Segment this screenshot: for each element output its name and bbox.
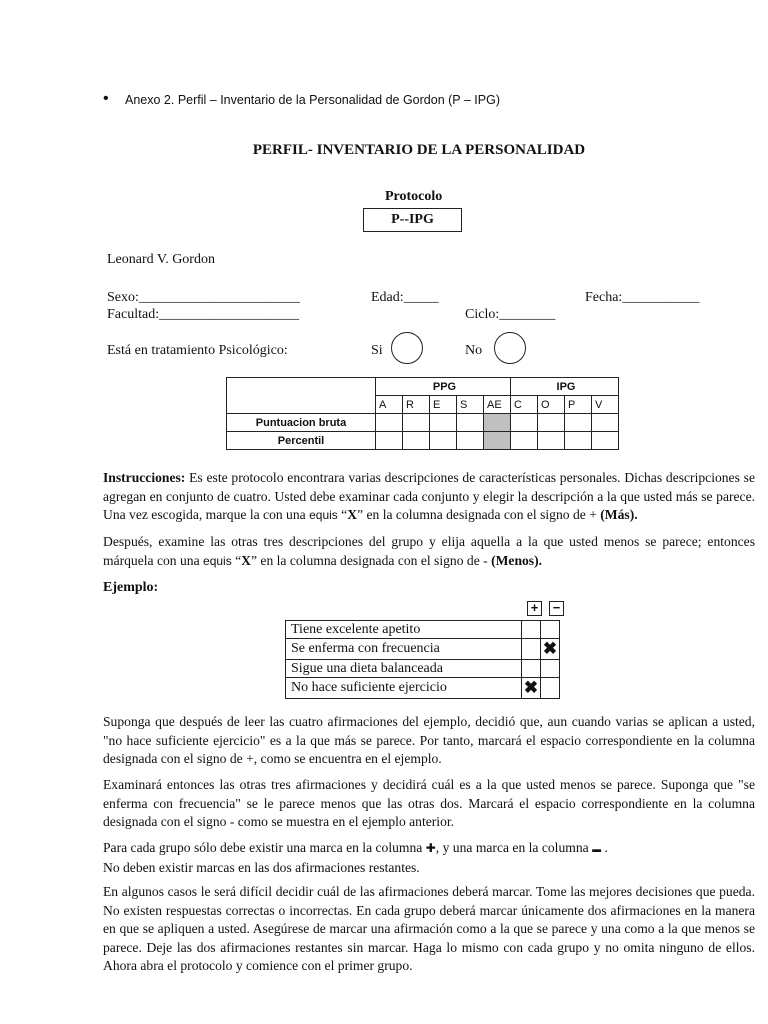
- score-cell[interactable]: [457, 432, 484, 450]
- equis-word: equis: [309, 508, 338, 522]
- minus-column-icon: −: [549, 601, 564, 616]
- edad-field[interactable]: Edad:_____: [371, 290, 439, 305]
- row-percentil: Percentil: [227, 432, 376, 450]
- instructions-paragraph: [103, 469, 755, 525]
- plus-cell-marked[interactable]: ✖: [522, 678, 541, 699]
- instructions-text: Es este protocolo encontrara varias descripciones de características personales. Dichas descripciones se agregan en conjunto de cuatro. Usted debe examinar cada conjunto y elegir la descripción a la que usted más se parece. Una vez escogida, marque la con una: [103, 470, 755, 522]
- score-cell[interactable]: [565, 414, 592, 432]
- page-title: PERFIL- INVENTARIO DE LA PERSONALIDAD: [252, 142, 586, 158]
- score-cell[interactable]: [376, 414, 403, 432]
- instructions-text-2: ” en la columna designada con el signo de +: [357, 507, 601, 522]
- author: Leonard V. Gordon: [107, 252, 215, 267]
- row-puntuacion-bruta: Puntuacion bruta: [227, 414, 376, 432]
- paragraph-6: En algunos casos le será difícil decidir cuál de las afirmaciones deberá marcar. Tome las mejores decisiones que pueda. No existen respuestas correctas o incorrectas. En cada grupo deberá marcar únicamente dos afirmaciones en la manera en que se apliquen a usted. Asegúrese de marcar una afirmación como a la que se parece y una como a la que menos se parece. Deje las dos afirmaciones restantes sin marcar. Haga lo mismo con cada grupo y no omita ninguno de ellos. Ahora abra el protocolo y comience con el primer grupo.: [103, 884, 755, 973]
- paragraph-3: Suponga que después de leer las cuatro afirmaciones del ejemplo, decidió que, aun cuando varias se aplican a usted, "no hace suficiente ejercicio" es a la que más se parece. Por tanto, marcará el espacio correspondiente en la columna designada con el signo de +, como se encuentra en el ejemplo.: [103, 714, 755, 766]
- plus-cell[interactable]: [522, 660, 541, 678]
- example-item: Tiene excelente apetito: [286, 621, 522, 639]
- quote-open: “: [231, 552, 242, 568]
- sexo-field[interactable]: Sexo:_______________________: [107, 290, 300, 305]
- group-ipg: IPG: [511, 378, 619, 396]
- col-header: P: [565, 396, 592, 414]
- x-letter: X: [347, 507, 358, 522]
- score-cell[interactable]: [592, 414, 619, 432]
- col-header: E: [430, 396, 457, 414]
- score-cell[interactable]: [457, 414, 484, 432]
- score-cell[interactable]: [565, 432, 592, 450]
- p5-text-3: .: [601, 840, 608, 855]
- menos-label: (Menos).: [491, 552, 543, 568]
- score-cell[interactable]: [538, 432, 565, 450]
- minus-sign-icon: ▬: [592, 844, 602, 854]
- col-header: A: [376, 396, 403, 414]
- ciclo-field[interactable]: Ciclo:________: [465, 307, 556, 322]
- plus-cell[interactable]: [522, 621, 541, 639]
- score-cell-shaded: [484, 414, 511, 432]
- example-item: Sigue una dieta balanceada: [286, 660, 522, 678]
- score-cell[interactable]: [403, 432, 430, 450]
- minus-cell[interactable]: [541, 621, 560, 639]
- annex-text: Anexo 2. Perfil – Inventario de la Personalidad de Gordon (P – IPG): [125, 93, 500, 107]
- score-cell[interactable]: [511, 432, 538, 450]
- protocol-label: Protocolo: [385, 189, 443, 204]
- si-circle[interactable]: [391, 332, 423, 364]
- bullet: •: [103, 90, 109, 107]
- score-cell[interactable]: [592, 432, 619, 450]
- example-label: Ejemplo:: [103, 580, 159, 595]
- score-corner: [227, 378, 376, 414]
- col-header: C: [511, 396, 538, 414]
- equis-word: equis: [203, 553, 232, 568]
- col-header: O: [538, 396, 565, 414]
- protocol-code-box: P--IPG: [363, 208, 462, 232]
- score-cell[interactable]: [511, 414, 538, 432]
- no-circle[interactable]: [494, 332, 526, 364]
- example-item: Se enferma con frecuencia: [286, 639, 522, 660]
- paragraph-4: Examinará entonces las otras tres afirmaciones y decidirá cuál es a la que usted menos se parece. Suponga que "se enferma con frecuencia" se le parece menos que las otras dos. Marcará el espacio correspondiente en la columna designada con el signo - como se muestra en el ejemplo anterior.: [103, 777, 755, 829]
- group-ppg: PPG: [376, 378, 511, 396]
- score-table: [226, 377, 619, 450]
- score-cell[interactable]: [538, 414, 565, 432]
- p5-text-2: , y una marca en la columna: [435, 840, 593, 855]
- plus-cell[interactable]: [522, 639, 541, 660]
- col-header: V: [592, 396, 619, 414]
- instructions-text-3: Después, examine las otras tres descripciones del grupo y elija aquella a la que usted menos se parece; entonces márquela con una: [103, 534, 755, 568]
- col-header: R: [403, 396, 430, 414]
- instructions-label: Instrucciones:: [103, 470, 186, 485]
- plus-column-icon: +: [527, 601, 542, 616]
- score-cell-shaded: [484, 432, 511, 450]
- col-header: AE: [484, 396, 511, 414]
- quote-open: “: [337, 507, 348, 522]
- facultad-field[interactable]: Facultad:____________________: [107, 307, 300, 322]
- paragraph-5: [103, 839, 755, 877]
- mas-label: (Más).: [600, 507, 638, 522]
- minus-cell[interactable]: [541, 678, 560, 699]
- no-label: No: [465, 343, 483, 358]
- p5-text-4: No deben existir marcas en las dos afirmaciones restantes.: [103, 859, 420, 875]
- example-table: [285, 620, 560, 699]
- minus-cell[interactable]: [541, 660, 560, 678]
- fecha-field[interactable]: Fecha:___________: [585, 290, 700, 305]
- col-header: S: [457, 396, 484, 414]
- p5-text: Para cada grupo sólo debe existir una marca en la columna: [103, 840, 426, 855]
- si-label: Si: [371, 343, 383, 358]
- instructions-text-4: ” en la columna designada con el signo de -: [250, 552, 492, 568]
- plus-sign-icon: ✚: [425, 841, 436, 855]
- minus-cell-marked[interactable]: ✖: [541, 639, 560, 660]
- score-cell[interactable]: [430, 432, 457, 450]
- x-letter: X: [241, 552, 251, 568]
- score-cell[interactable]: [403, 414, 430, 432]
- score-cell[interactable]: [376, 432, 403, 450]
- example-item: No hace suficiente ejercicio: [286, 678, 522, 699]
- score-cell[interactable]: [430, 414, 457, 432]
- instructions-paragraph-2: [103, 533, 755, 570]
- tratamiento-label: Está en tratamiento Psicológico:: [107, 343, 288, 358]
